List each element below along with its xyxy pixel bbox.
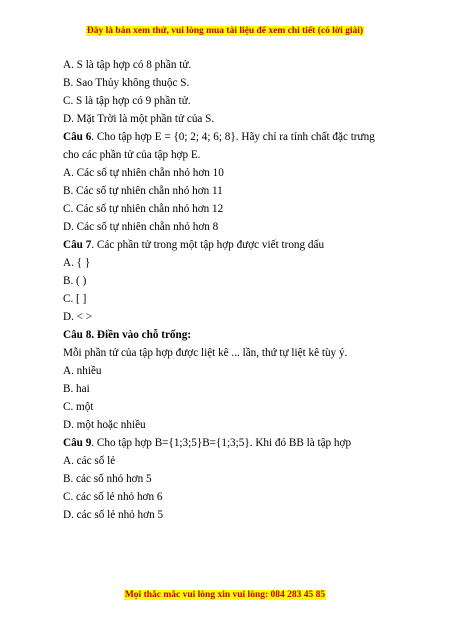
contact-footer — [0, 590, 450, 600]
option-line: A. { } — [63, 257, 91, 269]
question-8 — [63, 326, 393, 344]
option-line: D. một hoặc nhiều — [63, 419, 146, 431]
option-line: B. ( ) — [63, 275, 87, 287]
question-text: . Cho tập hợp E = {0; 2; 4; 6; 8}. Hãy chỉ ra tính chất đặc trưng cho các phần tử của tập hợp E. — [63, 131, 375, 161]
question-text: . Cho tập hợp B={1;3;5}B={1;3;5}. Khi đó BB là tập hợp — [91, 437, 352, 449]
question-label: Câu 8 — [63, 329, 92, 341]
option-line: B. các số nhỏ hơn 5 — [63, 473, 152, 485]
option-line: B. hai — [63, 383, 90, 395]
option-line: A. Các số tự nhiên chẵn nhỏ hơn 10 — [63, 167, 224, 179]
option-line: A. các số lẻ — [63, 455, 116, 467]
contact-footer-text: Mọi thắc mắc vui lòng xin vui lòng: 084 283 45 85 — [124, 590, 326, 600]
option-line: A. nhiều — [63, 365, 102, 377]
preview-banner-text: Đây là bản xem thử, vui lòng mua tài liệu để xem chi tiết (có lời giải) — [86, 26, 364, 36]
question-text: . Các phần tử trong một tập hợp được viết trong dấu — [91, 239, 325, 251]
question-6 — [63, 128, 393, 164]
document-body — [63, 56, 393, 524]
question-text: Mỗi phần tử của tập hợp được liệt kê ... lần, thứ tự liệt kê tùy ý. — [63, 347, 348, 359]
question-title: . Điền vào chỗ trống: — [91, 329, 192, 341]
option-line: D. các số lẻ nhỏ hơn 5 — [63, 509, 164, 521]
preview-banner — [0, 26, 450, 36]
option-line: C. Các số tự nhiên chẵn nhỏ hơn 12 — [63, 203, 224, 215]
option-line: D. Mặt Trời là một phần tử của S. — [63, 113, 215, 125]
option-line: D. Các số tự nhiên chẵn nhỏ hơn 8 — [63, 221, 219, 233]
question-label: Câu 7 — [63, 239, 92, 251]
option-line: B. Các số tự nhiên chẵn nhỏ hơn 11 — [63, 185, 223, 197]
option-line: C. các số lẻ nhỏ hơn 6 — [63, 491, 163, 503]
option-line: B. Sao Thủy không thuộc S. — [63, 77, 190, 89]
option-line: C. một — [63, 401, 94, 413]
question-label: Câu 9 — [63, 437, 92, 449]
option-line: C. [ ] — [63, 293, 87, 305]
question-9 — [63, 434, 393, 452]
option-line: D. < > — [63, 311, 93, 323]
option-line: A. S là tập hợp có 8 phần tử. — [63, 59, 192, 71]
option-line: C. S là tập hợp có 9 phần tử. — [63, 95, 191, 107]
question-label: Câu 6 — [63, 131, 92, 143]
question-7 — [63, 236, 393, 254]
